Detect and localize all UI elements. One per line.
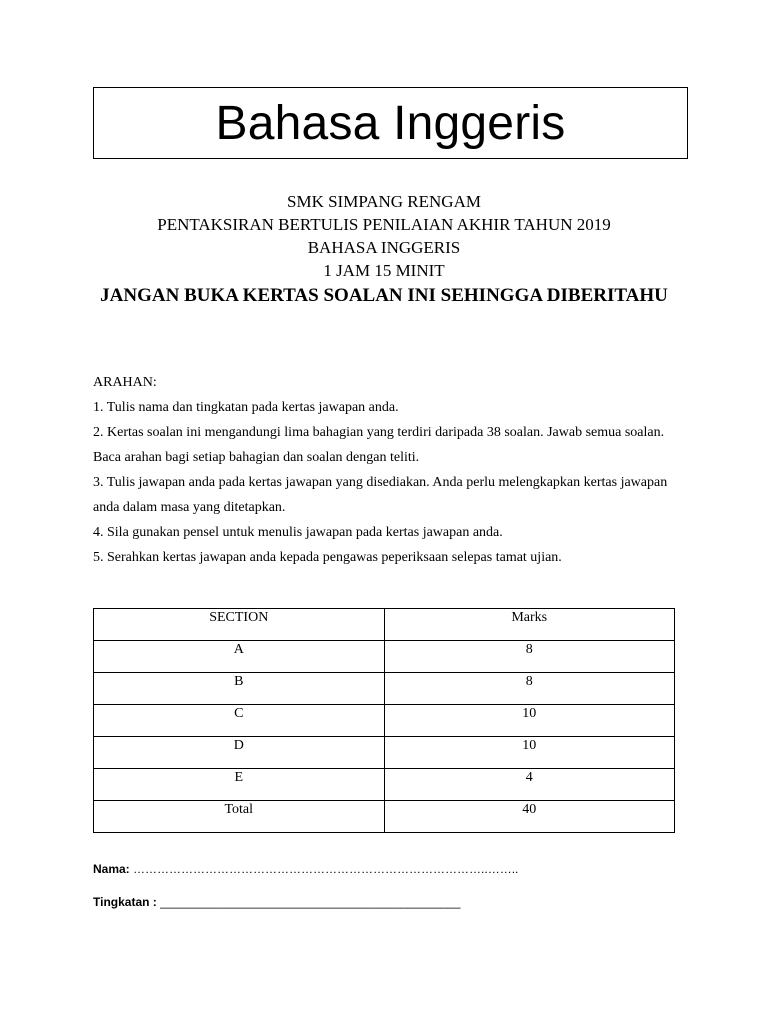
marks-cell: 8	[384, 673, 674, 705]
name-label: Nama:	[93, 862, 130, 876]
header-section: SECTION	[94, 609, 385, 641]
class-label: Tingkatan :	[93, 895, 157, 909]
total-label-cell: Total	[94, 801, 385, 833]
instruction-item: 1. Tulis nama dan tingkatan pada kertas jawapan anda.	[93, 400, 399, 415]
marks-cell: 4	[384, 769, 674, 801]
student-fields	[93, 862, 518, 909]
class-field[interactable]	[93, 895, 518, 909]
marks-cell: 8	[384, 641, 674, 673]
table-header-row	[94, 609, 675, 641]
instructions-section	[93, 372, 693, 570]
marks-cell: 10	[384, 737, 674, 769]
subject-name: BAHASA INGGERIS	[307, 238, 461, 257]
table-row	[94, 769, 675, 801]
table-row	[94, 705, 675, 737]
table-row	[94, 737, 675, 769]
marks-cell: 10	[384, 705, 674, 737]
class-blank: _____________________________________________	[160, 895, 461, 909]
table-row-total	[94, 801, 675, 833]
exam-header	[0, 190, 768, 308]
section-cell: A	[94, 641, 385, 673]
exam-name: PENTAKSIRAN BERTULIS PENILAIAN AKHIR TAHUN 2019	[157, 215, 611, 234]
instruction-item: 4. Sila gunakan pensel untuk menulis jawapan pada kertas jawapan anda.	[93, 525, 503, 540]
instruction-item: 3. Tulis jawapan anda pada kertas jawapan yang disediakan. Anda perlu melengkapkan kertas jawapan anda dalam masa yang ditetapkan.	[93, 475, 668, 515]
instructions-heading: ARAHAN:	[93, 375, 157, 390]
section-cell: E	[94, 769, 385, 801]
section-cell: D	[94, 737, 385, 769]
name-field[interactable]	[93, 862, 518, 876]
section-cell: B	[94, 673, 385, 705]
school-name: SMK SIMPANG RENGAM	[287, 192, 481, 211]
warning-text: JANGAN BUKA KERTAS SOALAN INI SEHINGGA DIBERITAHU	[100, 285, 668, 306]
instruction-item: 5. Serahkan kertas jawapan anda kepada pengawas peperiksaan selepas tamat ujian.	[93, 550, 562, 565]
header-marks: Marks	[384, 609, 674, 641]
exam-duration: 1 JAM 15 MINIT	[323, 261, 445, 280]
name-blank: ……………………………………………………………………………..……..	[133, 862, 519, 876]
table-row	[94, 673, 675, 705]
title-box	[93, 87, 688, 159]
section-cell: C	[94, 705, 385, 737]
table-row	[94, 641, 675, 673]
total-marks-cell: 40	[384, 801, 674, 833]
marks-table	[93, 608, 675, 833]
document-title: Bahasa Inggeris	[215, 97, 566, 150]
instruction-item: 2. Kertas soalan ini mengandungi lima bahagian yang terdiri daripada 38 soalan. Jawab semua soalan. Baca arahan bagi setiap bahagian dan soalan dengan teliti.	[93, 425, 665, 465]
